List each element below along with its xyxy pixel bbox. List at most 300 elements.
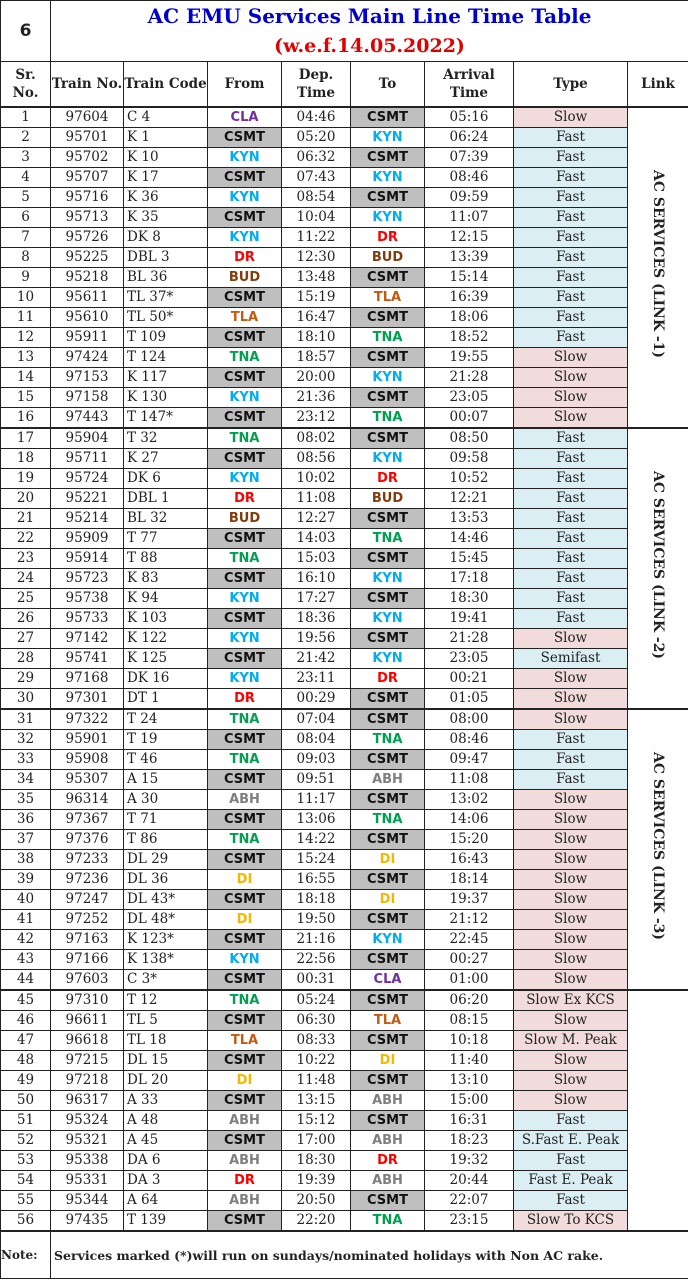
to-station: CSMT: [351, 1071, 425, 1091]
train-no: 95711: [51, 449, 124, 469]
sr-no: 10: [1, 288, 51, 308]
from-station: KYN: [208, 388, 282, 408]
train-code: DA 6: [124, 1151, 208, 1171]
sr-no: 4: [1, 168, 51, 188]
arrival-time: 10:18: [425, 1031, 514, 1051]
sr-no: 43: [1, 950, 51, 970]
to-station: KYN: [351, 609, 425, 629]
train-no: 95914: [51, 549, 124, 569]
sr-no: 48: [1, 1051, 51, 1071]
train-code: T 86: [124, 830, 208, 850]
table-row: [1, 1011, 688, 1031]
train-type: Fast: [514, 509, 628, 529]
table-row: [1, 529, 688, 549]
from-station: CSMT: [208, 770, 282, 790]
to-station: CSMT: [351, 589, 425, 609]
train-type: Fast: [514, 489, 628, 509]
table-row: [1, 1211, 688, 1232]
train-no: 97435: [51, 1211, 124, 1232]
table-row: [1, 910, 688, 930]
arrival-time: 16:31: [425, 1111, 514, 1131]
train-no: 96618: [51, 1031, 124, 1051]
table-row: [1, 1191, 688, 1211]
to-station: CSMT: [351, 790, 425, 810]
dep-time: 05:24: [282, 990, 351, 1011]
from-station: TLA: [208, 1031, 282, 1051]
table-row: [1, 629, 688, 649]
dep-time: 16:47: [282, 308, 351, 328]
dep-time: 17:00: [282, 1131, 351, 1151]
train-type: Slow: [514, 870, 628, 890]
train-type: Slow: [514, 970, 628, 991]
train-no: 97301: [51, 689, 124, 710]
train-type: Slow: [514, 910, 628, 930]
train-no: 95307: [51, 770, 124, 790]
arrival-time: 05:16: [425, 107, 514, 128]
table-row: [1, 549, 688, 569]
to-station: CSMT: [351, 549, 425, 569]
from-station: TLA: [208, 308, 282, 328]
train-no: 97252: [51, 910, 124, 930]
table-row: [1, 208, 688, 228]
from-station: DR: [208, 689, 282, 710]
train-no: 96314: [51, 790, 124, 810]
train-code: A 33: [124, 1091, 208, 1111]
train-code: K 17: [124, 168, 208, 188]
arrival-time: 12:21: [425, 489, 514, 509]
to-station: CSMT: [351, 1111, 425, 1131]
train-type: Fast: [514, 750, 628, 770]
from-station: CSMT: [208, 408, 282, 429]
arrival-time: 17:18: [425, 569, 514, 589]
train-type: Slow Ex KCS: [514, 990, 628, 1011]
train-type: Fast: [514, 770, 628, 790]
table-row: [1, 449, 688, 469]
table-row: [1, 850, 688, 870]
dep-time: 08:33: [282, 1031, 351, 1051]
sr-no: 15: [1, 388, 51, 408]
to-station: DI: [351, 890, 425, 910]
train-type: Fast: [514, 609, 628, 629]
from-station: DI: [208, 870, 282, 890]
train-code: K 123*: [124, 930, 208, 950]
to-station: CSMT: [351, 428, 425, 449]
table-row: [1, 730, 688, 750]
sr-no: 2: [1, 128, 51, 148]
train-type: Fast: [514, 268, 628, 288]
train-no: 95701: [51, 128, 124, 148]
header-to: To: [351, 62, 425, 108]
dep-time: 21:36: [282, 388, 351, 408]
table-row: [1, 348, 688, 368]
train-type: Fast: [514, 288, 628, 308]
sr-no: 20: [1, 489, 51, 509]
train-no: 97163: [51, 930, 124, 950]
from-station: CSMT: [208, 1051, 282, 1071]
sr-no: 34: [1, 770, 51, 790]
dep-time: 23:12: [282, 408, 351, 429]
table-row: [1, 228, 688, 248]
train-no: 97233: [51, 850, 124, 870]
arrival-time: 23:05: [425, 649, 514, 669]
train-type: Slow: [514, 348, 628, 368]
train-code: DA 3: [124, 1171, 208, 1191]
header-link: Link: [628, 62, 688, 108]
sr-no: 18: [1, 449, 51, 469]
train-type: Fast: [514, 1151, 628, 1171]
to-station: TNA: [351, 328, 425, 348]
to-station: DR: [351, 228, 425, 248]
table-row: [1, 188, 688, 208]
dep-time: 00:29: [282, 689, 351, 710]
sr-no: 51: [1, 1111, 51, 1131]
train-type: Fast: [514, 1111, 628, 1131]
from-station: CSMT: [208, 730, 282, 750]
arrival-time: 15:14: [425, 268, 514, 288]
table-row: [1, 1171, 688, 1191]
table-row: [1, 750, 688, 770]
train-type: Fast: [514, 730, 628, 750]
train-code: T 77: [124, 529, 208, 549]
dep-time: 00:31: [282, 970, 351, 991]
sr-no: 50: [1, 1091, 51, 1111]
sr-no: 53: [1, 1151, 51, 1171]
train-type: Fast: [514, 168, 628, 188]
train-code: K 130: [124, 388, 208, 408]
table-row: [1, 649, 688, 669]
sr-no: 32: [1, 730, 51, 750]
from-station: ABH: [208, 1111, 282, 1131]
sr-no: 46: [1, 1011, 51, 1031]
arrival-time: 18:06: [425, 308, 514, 328]
table-row: [1, 388, 688, 408]
sr-no: 45: [1, 990, 51, 1011]
sr-no: 3: [1, 148, 51, 168]
note-text: Services marked (*)will run on sundays/nominated holidays with Non AC rake.: [51, 1231, 688, 1279]
sr-no: 16: [1, 408, 51, 429]
sr-no: 7: [1, 228, 51, 248]
train-code: TL 50*: [124, 308, 208, 328]
sr-no: 14: [1, 368, 51, 388]
train-no: 97153: [51, 368, 124, 388]
header-row: [1, 62, 688, 108]
dep-time: 05:20: [282, 128, 351, 148]
train-type: Fast: [514, 469, 628, 489]
train-no: 95225: [51, 248, 124, 268]
dep-time: 17:27: [282, 589, 351, 609]
sr-no: 37: [1, 830, 51, 850]
sr-no: 5: [1, 188, 51, 208]
train-type: Fast: [514, 208, 628, 228]
train-code: BL 36: [124, 268, 208, 288]
to-station: CSMT: [351, 870, 425, 890]
to-station: CSMT: [351, 1191, 425, 1211]
train-type: Slow: [514, 388, 628, 408]
table-row: [1, 489, 688, 509]
train-code: K 27: [124, 449, 208, 469]
from-station: ABH: [208, 1151, 282, 1171]
header-sr-no: Sr. No.: [1, 62, 51, 108]
train-no: 95909: [51, 529, 124, 549]
train-type: Slow: [514, 810, 628, 830]
train-no: 95908: [51, 750, 124, 770]
sr-no: 8: [1, 248, 51, 268]
table-row: [1, 268, 688, 288]
dep-time: 16:55: [282, 870, 351, 890]
dep-time: 08:02: [282, 428, 351, 449]
dep-time: 07:43: [282, 168, 351, 188]
train-type: Fast: [514, 228, 628, 248]
table-row: [1, 830, 688, 850]
train-type: Fast: [514, 529, 628, 549]
train-no: 95723: [51, 569, 124, 589]
train-code: DBL 3: [124, 248, 208, 268]
from-station: TNA: [208, 990, 282, 1011]
train-code: K 117: [124, 368, 208, 388]
to-station: CSMT: [351, 709, 425, 730]
table-row: [1, 168, 688, 188]
sr-no: 54: [1, 1171, 51, 1191]
train-no: 95218: [51, 268, 124, 288]
arrival-time: 14:06: [425, 810, 514, 830]
dep-time: 23:11: [282, 669, 351, 689]
train-code: DT 1: [124, 689, 208, 710]
table-row: [1, 428, 688, 449]
from-station: CSMT: [208, 128, 282, 148]
train-type: Slow: [514, 709, 628, 730]
train-no: 95741: [51, 649, 124, 669]
train-no: 95713: [51, 208, 124, 228]
header-train-no: Train No.: [51, 62, 124, 108]
to-station: TNA: [351, 730, 425, 750]
dep-time: 20:00: [282, 368, 351, 388]
dep-time: 19:50: [282, 910, 351, 930]
train-type: Fast: [514, 449, 628, 469]
arrival-time: 08:50: [425, 428, 514, 449]
train-no: 97367: [51, 810, 124, 830]
train-type: Slow: [514, 890, 628, 910]
arrival-time: 08:46: [425, 168, 514, 188]
dep-time: 10:22: [282, 1051, 351, 1071]
dep-time: 21:42: [282, 649, 351, 669]
dep-time: 11:48: [282, 1071, 351, 1091]
arrival-time: 00:21: [425, 669, 514, 689]
train-type: Fast: [514, 128, 628, 148]
train-type: Slow: [514, 930, 628, 950]
dep-time: 15:12: [282, 1111, 351, 1131]
train-code: T 71: [124, 810, 208, 830]
table-row: [1, 970, 688, 991]
page-subtitle: (w.e.f.14.05.2022): [51, 31, 688, 62]
train-code: C 4: [124, 107, 208, 128]
train-type: Fast: [514, 188, 628, 208]
to-station: CSMT: [351, 910, 425, 930]
to-station: KYN: [351, 449, 425, 469]
to-station: ABH: [351, 770, 425, 790]
sr-no: 22: [1, 529, 51, 549]
header-type: Type: [514, 62, 628, 108]
train-no: 97166: [51, 950, 124, 970]
train-type: Slow: [514, 107, 628, 128]
arrival-time: 06:24: [425, 128, 514, 148]
link-group-label: [628, 990, 688, 1231]
train-code: A 45: [124, 1131, 208, 1151]
train-no: 95733: [51, 609, 124, 629]
dep-time: 06:32: [282, 148, 351, 168]
train-code: K 125: [124, 649, 208, 669]
table-row: [1, 107, 688, 128]
arrival-time: 09:59: [425, 188, 514, 208]
table-row: [1, 589, 688, 609]
to-station: CSMT: [351, 990, 425, 1011]
arrival-time: 19:41: [425, 609, 514, 629]
link-group-label: [628, 107, 688, 428]
sr-no: 33: [1, 750, 51, 770]
arrival-time: 19:32: [425, 1151, 514, 1171]
from-station: KYN: [208, 589, 282, 609]
train-code: DK 6: [124, 469, 208, 489]
from-station: CSMT: [208, 529, 282, 549]
to-station: DR: [351, 469, 425, 489]
table-row: [1, 689, 688, 710]
train-no: 95344: [51, 1191, 124, 1211]
train-no: 97376: [51, 830, 124, 850]
dep-time: 08:04: [282, 730, 351, 750]
sr-no: 28: [1, 649, 51, 669]
train-code: K 103: [124, 609, 208, 629]
from-station: TNA: [208, 830, 282, 850]
arrival-time: 16:39: [425, 288, 514, 308]
table-row: [1, 128, 688, 148]
sr-no: 36: [1, 810, 51, 830]
train-type: Fast: [514, 569, 628, 589]
to-station: KYN: [351, 128, 425, 148]
dep-time: 04:46: [282, 107, 351, 128]
sr-no: 30: [1, 689, 51, 710]
arrival-time: 08:15: [425, 1011, 514, 1031]
table-row: [1, 148, 688, 168]
from-station: ABH: [208, 1191, 282, 1211]
from-station: KYN: [208, 188, 282, 208]
from-station: CSMT: [208, 810, 282, 830]
train-no: 95214: [51, 509, 124, 529]
sr-no: 21: [1, 509, 51, 529]
train-no: 95707: [51, 168, 124, 188]
train-no: 95221: [51, 489, 124, 509]
table-row: [1, 328, 688, 348]
to-station: TLA: [351, 1011, 425, 1031]
train-type: Slow: [514, 1071, 628, 1091]
train-no: 97142: [51, 629, 124, 649]
train-no: 95324: [51, 1111, 124, 1131]
train-type: Fast: [514, 148, 628, 168]
from-station: TNA: [208, 428, 282, 449]
to-station: CSMT: [351, 1031, 425, 1051]
train-type: Fast: [514, 308, 628, 328]
to-station: KYN: [351, 930, 425, 950]
sr-no: 52: [1, 1131, 51, 1151]
sr-no: 13: [1, 348, 51, 368]
arrival-time: 09:58: [425, 449, 514, 469]
to-station: KYN: [351, 569, 425, 589]
train-code: T 12: [124, 990, 208, 1011]
from-station: CSMT: [208, 449, 282, 469]
dep-time: 14:22: [282, 830, 351, 850]
from-station: DR: [208, 1171, 282, 1191]
from-station: KYN: [208, 629, 282, 649]
from-station: KYN: [208, 228, 282, 248]
table-row: [1, 950, 688, 970]
from-station: TNA: [208, 709, 282, 730]
sr-no: 29: [1, 669, 51, 689]
train-type: Slow: [514, 790, 628, 810]
from-station: TNA: [208, 348, 282, 368]
table-row: [1, 810, 688, 830]
header-from: From: [208, 62, 282, 108]
from-station: CSMT: [208, 208, 282, 228]
train-type: Fast: [514, 1191, 628, 1211]
train-code: T 109: [124, 328, 208, 348]
dep-time: 18:18: [282, 890, 351, 910]
train-no: 97603: [51, 970, 124, 991]
sr-no: 44: [1, 970, 51, 991]
note-row: [1, 1231, 688, 1279]
train-type: Slow: [514, 1091, 628, 1111]
to-station: BUD: [351, 489, 425, 509]
train-no: 97168: [51, 669, 124, 689]
arrival-time: 12:15: [425, 228, 514, 248]
arrival-time: 08:46: [425, 730, 514, 750]
train-code: K 1: [124, 128, 208, 148]
dep-time: 10:02: [282, 469, 351, 489]
train-code: K 35: [124, 208, 208, 228]
train-no: 97236: [51, 870, 124, 890]
to-station: CSMT: [351, 388, 425, 408]
sr-no: 17: [1, 428, 51, 449]
table-row: [1, 569, 688, 589]
train-code: DL 15: [124, 1051, 208, 1071]
from-station: CSMT: [208, 168, 282, 188]
train-code: A 64: [124, 1191, 208, 1211]
arrival-time: 00:27: [425, 950, 514, 970]
arrival-time: 10:52: [425, 469, 514, 489]
arrival-time: 13:39: [425, 248, 514, 268]
dep-time: 15:03: [282, 549, 351, 569]
from-station: BUD: [208, 509, 282, 529]
train-type: Fast: [514, 328, 628, 348]
train-code: DBL 1: [124, 489, 208, 509]
arrival-time: 22:45: [425, 930, 514, 950]
table-row: [1, 770, 688, 790]
dep-time: 18:57: [282, 348, 351, 368]
arrival-time: 01:05: [425, 689, 514, 710]
sr-no: 24: [1, 569, 51, 589]
train-code: DL 43*: [124, 890, 208, 910]
dep-time: 18:36: [282, 609, 351, 629]
from-station: TNA: [208, 549, 282, 569]
arrival-time: 16:43: [425, 850, 514, 870]
train-code: DK 8: [124, 228, 208, 248]
sr-no: 35: [1, 790, 51, 810]
table-row: [1, 1031, 688, 1051]
train-code: K 122: [124, 629, 208, 649]
train-no: 97310: [51, 990, 124, 1011]
sr-no: 19: [1, 469, 51, 489]
train-code: A 48: [124, 1111, 208, 1131]
from-station: BUD: [208, 268, 282, 288]
dep-time: 11:17: [282, 790, 351, 810]
dep-time: 11:22: [282, 228, 351, 248]
